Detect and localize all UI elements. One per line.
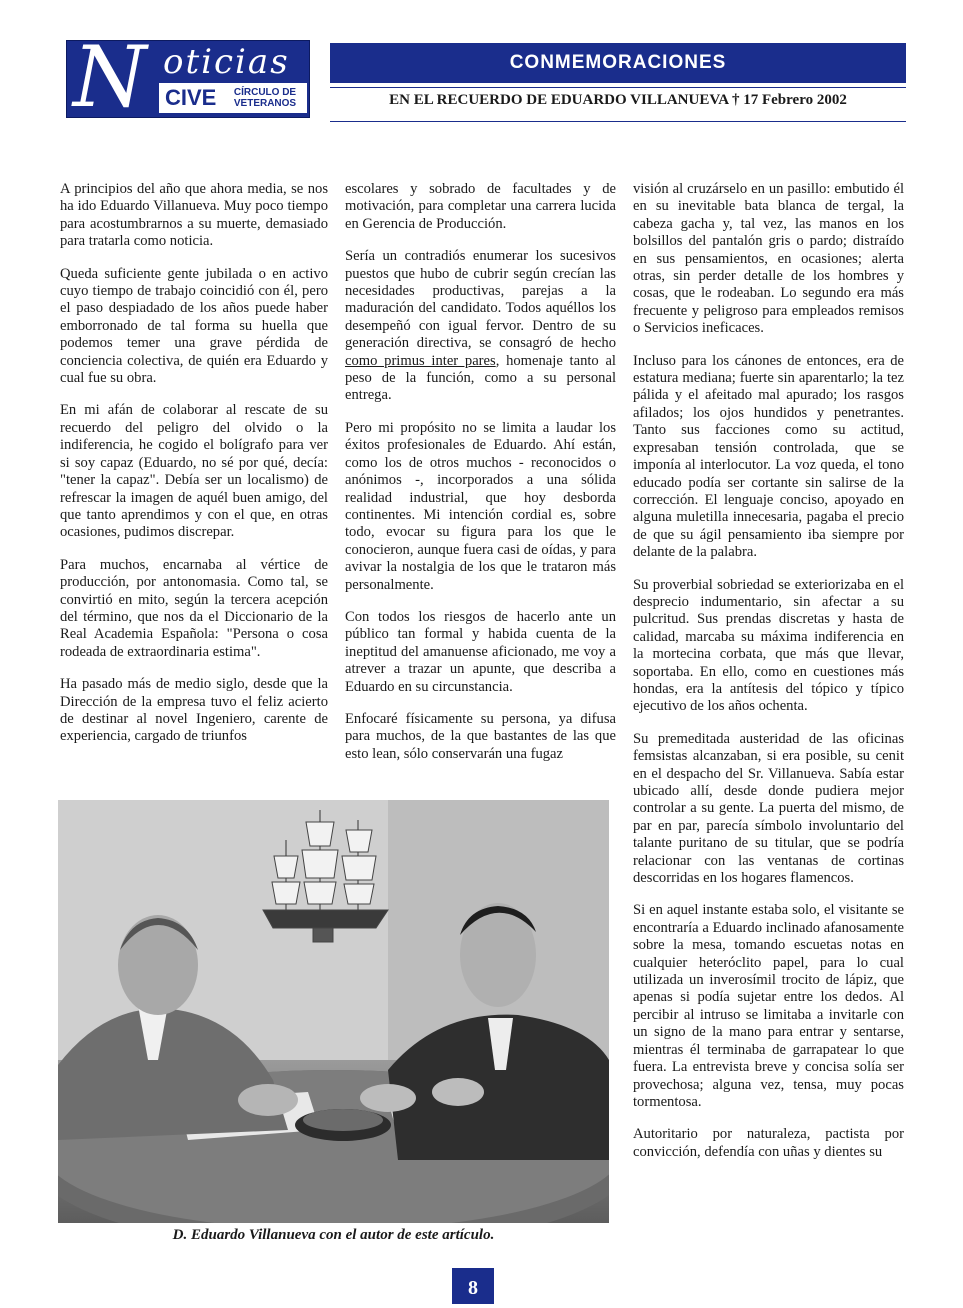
logo-org: CIVE xyxy=(165,85,217,110)
paragraph: visión al cruzárselo en un pasillo: embutido él en su inevitable bata blanca de tergal, la cabeza gacha y, tal vez, las manos en los bolsillos del pantalón gris o pardo; distraído en sus pensamientos, en ocasiones; alerta otras, sin perder detalle de los hombres y cosas, que le rodeaban. Lo segundo era más frecuente y peligroso para empleados remisos o Servicios ineficaces. xyxy=(633,181,904,337)
header-rule-top xyxy=(330,87,906,88)
paragraph: Ha pasado más de medio siglo, desde que la Dirección de la empresa tuvo el feliz acierto de destinar al novel Ingeniero, carente de experiencia, cargado de triunfos xyxy=(60,676,328,745)
paragraph: Pero mi propósito no se limita a laudar los éxitos profesionales de Eduardo. Ahí están, como los de otros muchos - reconocidos o anónimos -, incorporados a una sólida realidad industrial, que hoy desborda continentes. Mi intención cordial es, sobre todo, evocar su figura para los que le conocieron, aunque fuera casi de oídas, y para avivar la nostalgia de los que le trataron más personalmente. xyxy=(345,419,616,593)
paragraph: Para muchos, encarnaba al vértice de producción, por antonomasia. Como tal, se convirtió en mito, según la tercera acepción del término, que nos da el Diccionario de la Real Academia Española: "Persona o cosa rodeada de extraordinaria estima". xyxy=(60,556,328,660)
logo-sub-line2: VETERANOS xyxy=(233,98,297,109)
underlined-phrase: como primus inter pares xyxy=(345,352,496,369)
photo-caption: D. Eduardo Villanueva con el autor de este artículo. xyxy=(172,1227,495,1243)
paragraph: escolares y sobrado de facultades y de motivación, para completar una carrera lucida en Gerencia de Producción. xyxy=(345,181,616,232)
paragraph: A principios del año que ahora media, se nos ha ido Eduardo Villanueva. Muy poco tiempo para acostumbrarnos a su muerte, demasiado para tratarla como noticia. xyxy=(60,181,328,250)
logo-n-letter: N xyxy=(73,28,147,126)
paragraph: Queda suficiente gente jubilada o en activo cuyo tiempo de trabajo coincidió con él, pero el paso despiadado de los años puede haber emborronado de tal forma su huella que podemos temer una grave pérdida de conciencia colectiva, de quién era Eduardo y cual fue su obra. xyxy=(60,265,328,387)
paragraph: En mi afán de colaborar al rescate de su recuerdo del peligro del olvido o la indiferencia, he cogido el bolígrafo para ver si soy capaz (Eduardo, no sé por qué, decía: "tener la capaz". Debía ser un localismo) de refrescar la imagen de aquél buen amigo, del que tanto aprendimos y con el que, en otras ocasiones, pudimos discrepar. xyxy=(60,402,328,541)
paragraph: Su premeditada austeridad de las oficinas femsistas alcanzaban, si era posible, su cenit en el despacho del Sr. Villanueva. Sabía estar ubicado allí, desde donde pudiera mejor controlar a su gente. La puerta del mismo, de par en par, parecía símbolo involuntario del talante puritano de su titular, que se podría relacionar con las ventanas de cortinas descorridas en los hogares flamencos. xyxy=(633,730,904,887)
paragraph: Si en aquel instante estaba solo, el visitante se encontraría a Eduardo inclinado afanosamente sobre la mesa, tomando escuetas notas en cualquier heteróclito papel, para lo cual utilizada un inverosímil trocito de lápiz, que apenas si podía sujetar entre los dedos. Al percibir al intruso se limitaba a invitarle con un signo de la mano para entrar y sentarse, mientras él terminaba de garrapatear lo que fuera. La entrevista breve y concisa solía ser provechosa; alguna vez, tensa, muy pocas tormentosa. xyxy=(633,902,904,1110)
paragraph: Su proverbial sobriedad se exteriorizaba en el desprecio indumentario, sin afectar a su pulcritud. Sus prendas discretas y hasta de calidad, marcaba su máxima indiferencia en la mortecina corbata, que más que llevar, soportaba. En ello, como en cuestiones más hondas, era la antítesis del tópico y típico ejecutivo de los años ochenta. xyxy=(633,576,904,715)
paragraph: Incluso para los cánones de entonces, era de estatura mediana; fuerte sin aparentarlo; la tez pálida y el afeitado mal apurado; los rasgos afilados; los ojos hundidos y penetrantes. Tanto sus facciones como su actitud, expresaban tensión controlada, que se imponía al interlocutor. La voz queda, el tono educado podía ser cortante sin salirse de la corrección. El lenguaje conciso, apoyado en alguna muletilla innecesaria, pagaba el precio de que su ágil pensamiento iba siempre por delante de la palabra. xyxy=(633,352,904,561)
paragraph: Autoritario por naturaleza, pactista por convicción, defendía con uñas y dientes su xyxy=(633,1126,904,1160)
paragraph: Enfocaré físicamente su persona, ya difusa para muchos, de la que bastantes de las que esto lean, sólo conservarán una fugaz xyxy=(345,710,616,762)
logo-wordmark: oticias xyxy=(163,42,290,82)
article-photo xyxy=(58,800,609,1223)
paragraph-text: , homenaje tanto al peso de la función, como a su personal entrega. xyxy=(345,352,616,404)
section-title: CONMEMORACIONES xyxy=(330,43,906,83)
logo-strip xyxy=(159,83,307,113)
photo-illustration xyxy=(58,800,609,1223)
logo-sub-line1: CÍRCULO DE xyxy=(233,87,297,98)
paragraph-text: Sería un contradiós enumerar los sucesivos puestos que hubo de cubrir según crecían las necesidades productivas, parejas a la maduración del candidato. Todos aquéllos los desempeñó con igual fervor. Dentro de su generación directiva, se consagró de hecho xyxy=(345,248,616,352)
paragraph: Con todos los riesgos de hacerlo ante un público tan formal y habida cuenta de la ineptitud del amanuense aficionado, me voy a atrever a trazar un apunte, que describa a Eduardo en su circunstancia. xyxy=(345,608,616,695)
paragraph xyxy=(345,248,616,405)
article-subtitle: EN EL RECUERDO DE EDUARDO VILLANUEVA † 17 Febrero 2002 xyxy=(389,92,847,108)
page-number: 8 xyxy=(452,1268,494,1304)
logo-subtitle xyxy=(225,87,305,109)
header-rule-bottom xyxy=(330,121,906,122)
article-column-3 xyxy=(633,181,904,1176)
article-column-1 xyxy=(60,181,328,761)
masthead-logo xyxy=(66,28,310,126)
article-column-2 xyxy=(345,181,616,778)
